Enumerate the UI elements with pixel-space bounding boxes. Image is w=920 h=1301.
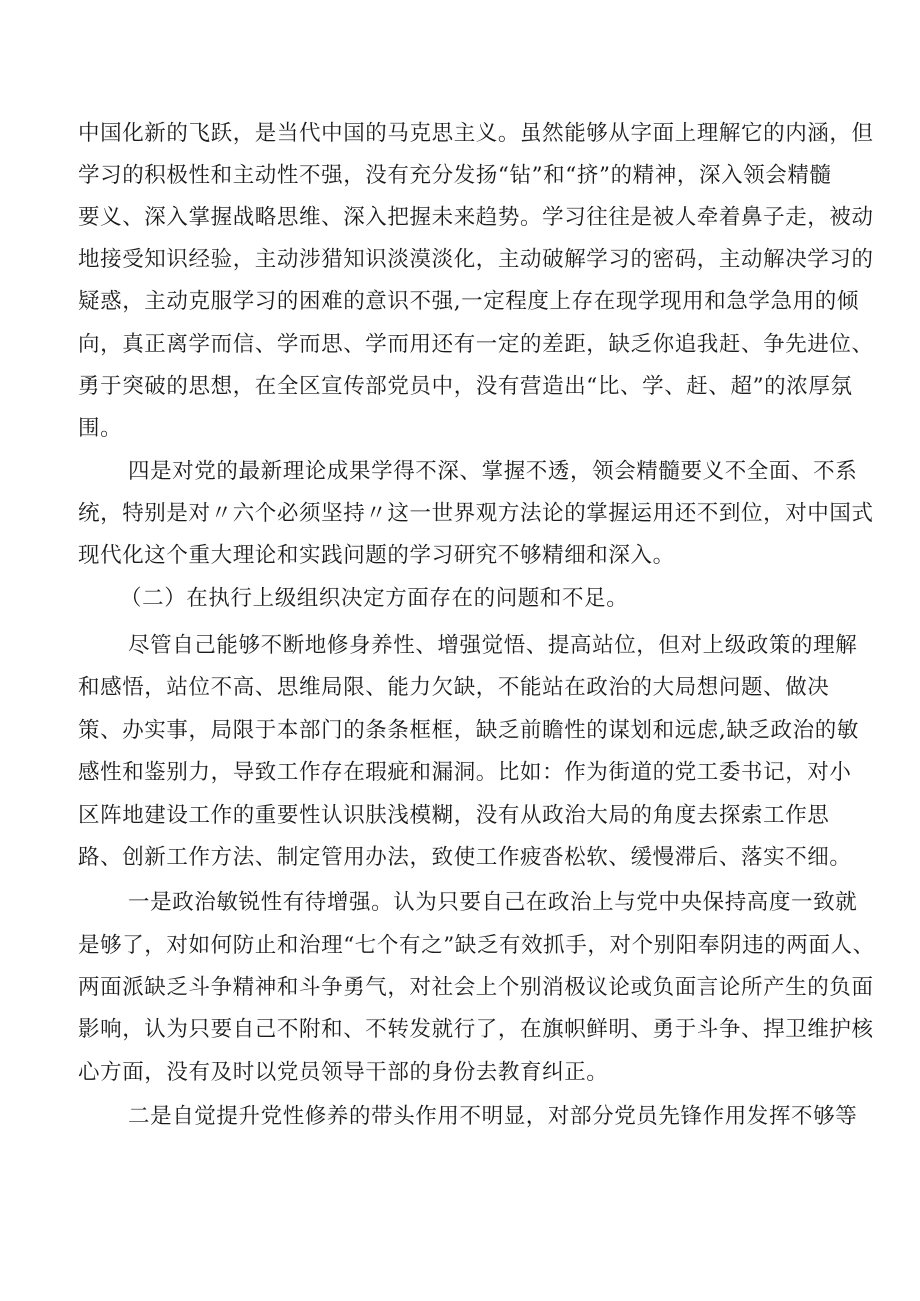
text-line: 尽管自己能够不断地修身养性、增强觉悟、提高站位，但对上级政策的理解 — [128, 633, 858, 658]
text-line: 围。 — [78, 416, 123, 441]
text-line: 统，特别是对〃六个必须坚持〃这一世界观方法论的掌握运用还不到位，对中国式 — [78, 501, 874, 526]
text-line: 是够了，对如何防止和治理“七个有之”缺乏有效抓手，对个别阳奉阴违的两面人、 — [78, 933, 875, 958]
text-line: 影响，认为只要自己不附和、不转发就行了，在旗帜鲜明、勇于斗争、捍卫维护核 — [78, 1017, 874, 1042]
text-line: 地接受知识经验，主动涉猎知识淡漠淡化，主动破解学习的密码，主动解决学习的 — [78, 247, 874, 272]
text-line: 策、办实事，局限于本部门的条条框框，缺乏前瞻性的谋划和远虑,缺乏政治的敏 — [78, 718, 859, 743]
text-line: 要义、深入掌握战略思维、深入把握未来趋势。学习往往是被人牵着鼻子走，被动 — [78, 205, 874, 230]
text-line: 心方面，没有及时以党员领导干部的身份去教育纠正。 — [78, 1060, 609, 1085]
text-line: 现代化这个重大理论和实践问题的学习研究不够精细和深入。 — [78, 543, 675, 568]
text-line: 一是政治敏锐性有待增强。认为只要自己在政治上与党中央保持高度一致就 — [128, 890, 858, 915]
text-line: 四是对党的最新理论成果学得不深、掌握不透，领会精髓要义不全面、不系 — [128, 459, 858, 484]
text-line: 两面派缺乏斗争精神和斗争勇气，对社会上个别消极议论或负面言论所产生的负面 — [78, 975, 874, 1000]
text-line: 和感悟，站位不高、思维局限、能力欠缺，不能站在政治的大局想问题、做决 — [78, 675, 830, 700]
text-line: 感性和鉴别力，导致工作存在瑕疵和漏洞。比如：作为街道的党工委书记，对小 — [78, 760, 852, 785]
text-line: 向，真正离学而信、学而思、学而用还有一定的差距，缺乏你追我赶、争先进位、 — [78, 332, 874, 357]
text-line: 区阵地建设工作的重要性认识肤浅模糊，没有从政治大局的角度去探索工作思 — [78, 803, 830, 828]
text-line: 学习的积极性和主动性不强，没有充分发扬“钻”和“挤”的精神，深入领会精髓 — [78, 163, 832, 188]
text-line: 路、创新工作方法、制定管用办法，致使工作疲沓松软、缓慢滞后、落实不细。 — [78, 845, 852, 870]
text-line: 二是自觉提升党性修养的带头作用不明显，对部分党员先锋作用发挥不够等 — [128, 1104, 858, 1129]
text-line: 中国化新的飞跃，是当代中国的马克思主义。虽然能够从字面上理解它的内涵，但 — [78, 121, 874, 146]
section-heading: （二）在执行上级组织决定方面存在的问题和不足。 — [120, 586, 629, 611]
text-line: 勇于突破的思想，在全区宣传部党员中，没有营造出“比、学、赶、超”的浓厚氛 — [78, 374, 853, 399]
text-line: 疑惑，主动克服学习的困难的意识不强,一定程度上存在现学现用和急学急用的倾 — [78, 289, 859, 314]
